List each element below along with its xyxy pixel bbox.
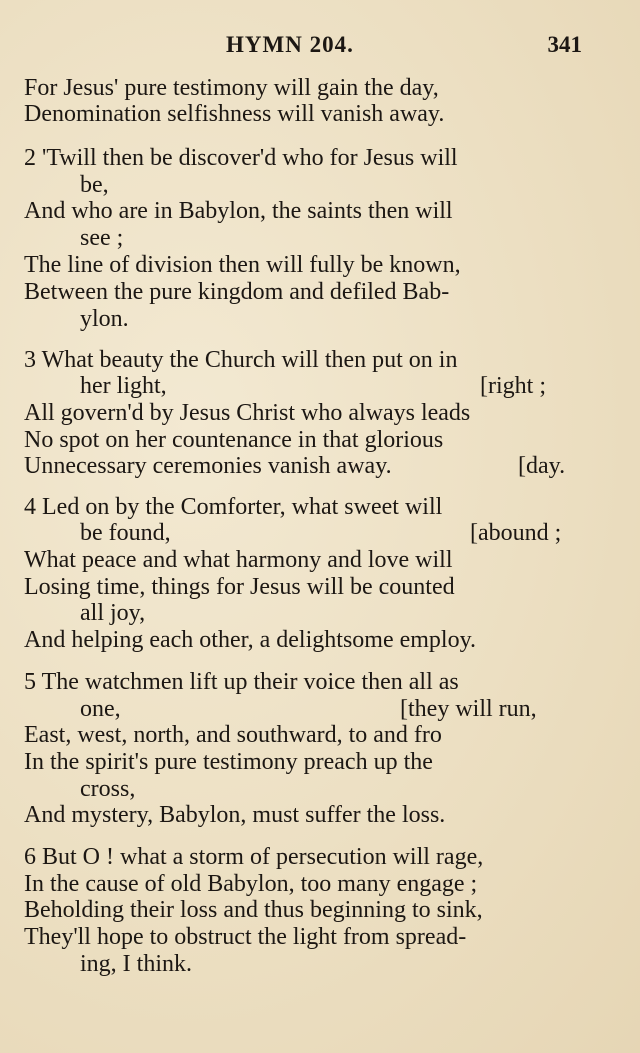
verse-line: be, <box>80 172 109 198</box>
verse-line: cross, <box>80 776 136 802</box>
verse-line: one, <box>80 696 121 722</box>
verse-line: ylon. <box>80 306 129 332</box>
verse-line: Unnecessary ceremonies vanish away. <box>24 453 392 479</box>
verse-line-tail: [they will run, <box>400 696 537 722</box>
verse-line: 3 What beauty the Church will then put on in <box>24 347 458 373</box>
page-number: 341 <box>547 32 582 57</box>
verse-line: her light, <box>80 373 167 399</box>
verse-line-tail: [day. <box>518 453 566 479</box>
verse-line: see ; <box>80 225 124 251</box>
verse-line-tail: [abound ; <box>470 520 562 546</box>
verse-line: And helping each other, a delightsome employ. <box>24 627 477 653</box>
verse-line: Denomination selfishness will vanish away. <box>24 101 445 127</box>
verse-line: What peace and what harmony and love will <box>24 547 453 573</box>
verse-line: Losing time, things for Jesus will be counted <box>24 574 455 600</box>
verse-line: 6 But O ! what a storm of persecution will rage, <box>24 844 484 870</box>
verse-line: Between the pure kingdom and defiled Bab- <box>24 279 450 305</box>
verse-line: The line of division then will fully be known, <box>24 252 461 278</box>
verse-line: be found, <box>80 520 171 546</box>
verse-line: East, west, north, and southward, to and fro <box>24 722 442 748</box>
page-header <box>0 32 640 62</box>
verse-line: 2 'Twill then be discover'd who for Jesus will <box>24 145 458 171</box>
verse-line: 5 The watchmen lift up their voice then all as <box>24 669 459 695</box>
verse-line: ing, I think. <box>80 951 192 977</box>
verse-line: In the cause of old Babylon, too many engage ; <box>24 871 478 897</box>
verse-line: And who are in Babylon, the saints then will <box>24 198 453 224</box>
verse-line: No spot on her countenance in that glorious <box>24 427 444 453</box>
verse-line: Beholding their loss and thus beginning to sink, <box>24 897 483 923</box>
verse-line: 4 Led on by the Comforter, what sweet will <box>24 494 443 520</box>
hymn-title: HYMN 204. <box>226 32 354 57</box>
verse-line: For Jesus' pure testimony will gain the day, <box>24 75 439 101</box>
verse-line: all joy, <box>80 600 146 626</box>
verse-line-tail: [right ; <box>480 373 546 399</box>
verse-line: All govern'd by Jesus Christ who always leads <box>24 400 471 426</box>
verse-line: They'll hope to obstruct the light from spread- <box>24 924 467 950</box>
verse-line: And mystery, Babylon, must suffer the loss. <box>24 802 446 828</box>
verse-line: In the spirit's pure testimony preach up the <box>24 749 433 775</box>
